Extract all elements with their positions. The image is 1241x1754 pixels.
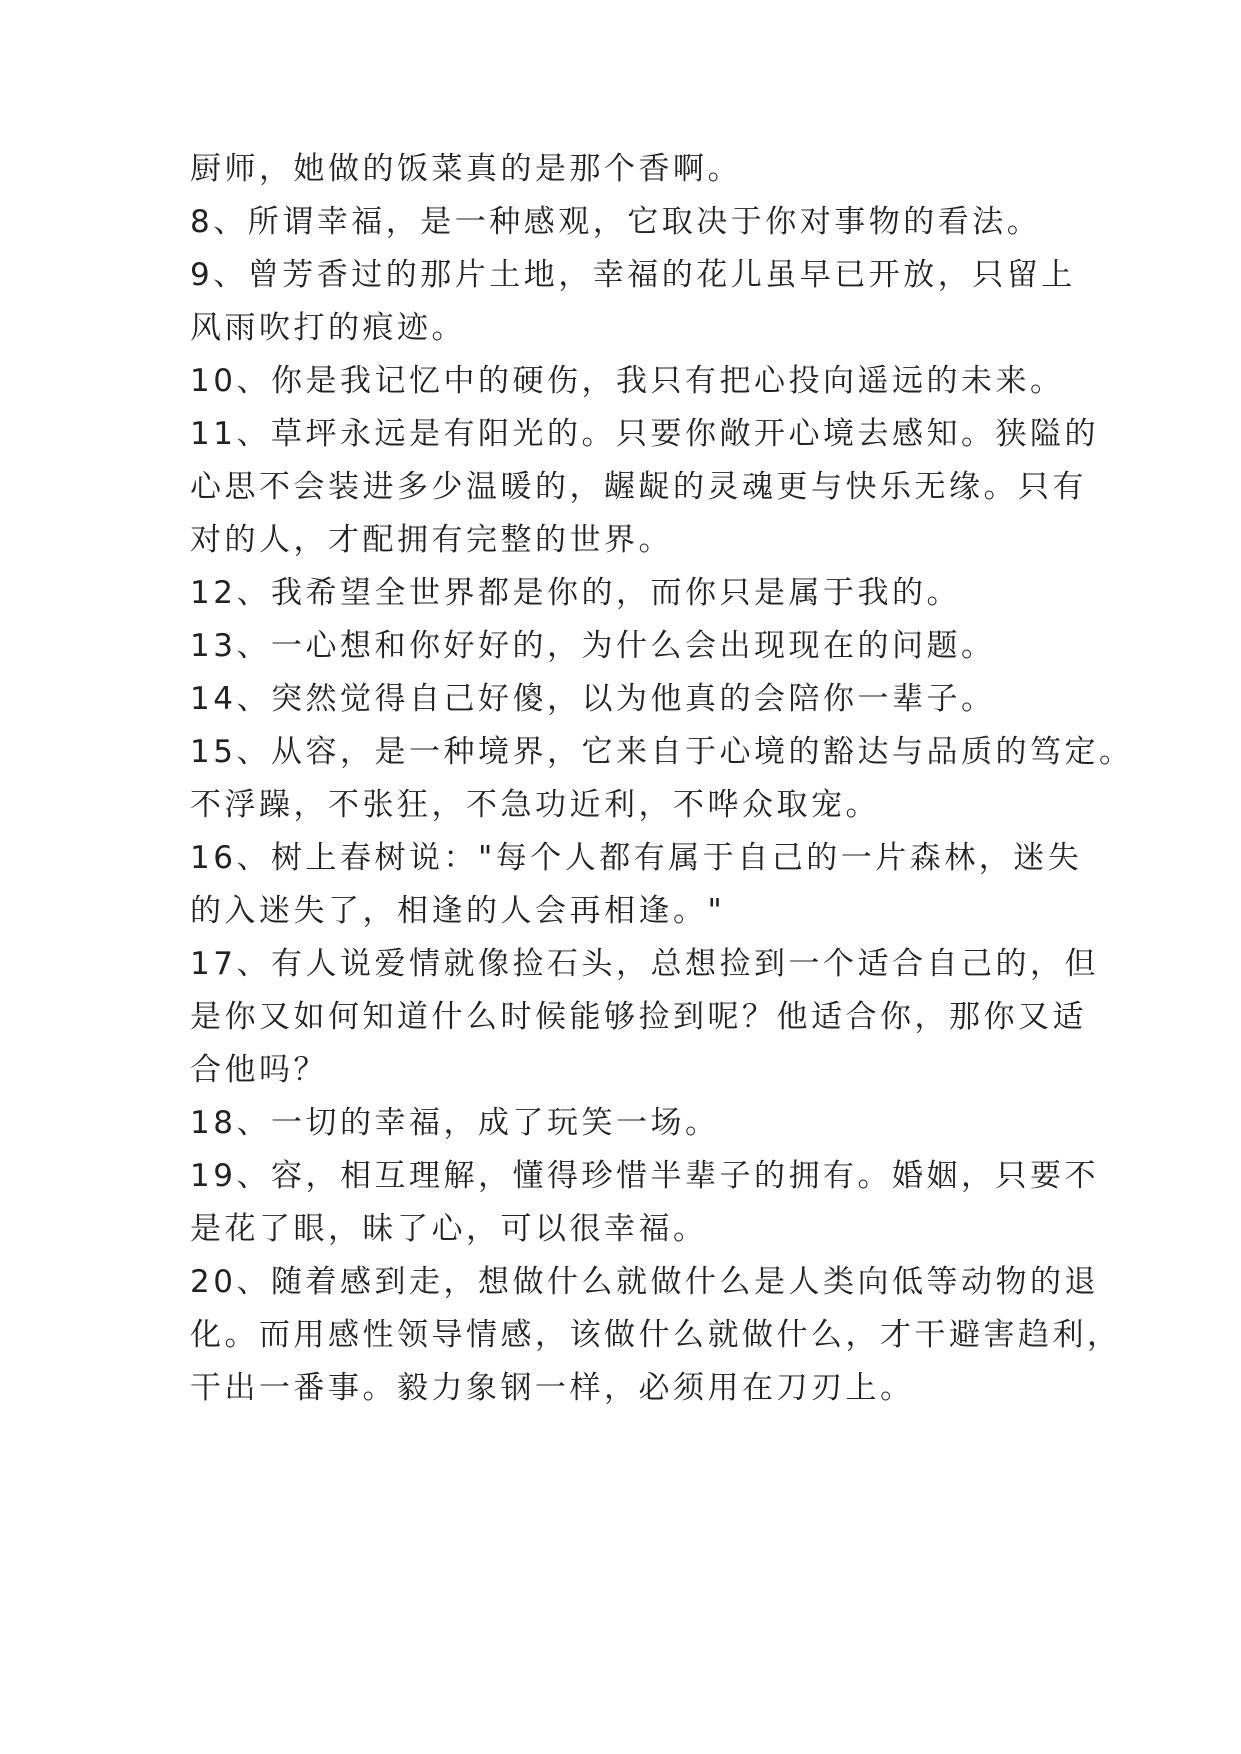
text-line-14: 16、树上春树说："每个人都有属于自己的一片森林，迷失 bbox=[190, 840, 1083, 876]
text-line-24: 干出一番事。毅力象钢一样，必须用在刀刃上。 bbox=[190, 1370, 915, 1406]
text-line-1: 厨师，她做的饭菜真的是那个香啊。 bbox=[190, 151, 742, 187]
text-line-11: 14、突然觉得自己好傻，以为他真的会陪你一辈子。 bbox=[190, 681, 996, 717]
text-line-16: 17、有人说爱情就像捡石头，总想捡到一个适合自己的，但 bbox=[190, 946, 1099, 982]
text-line-2: 8、所谓幸福，是一种感观，它取决于你对事物的看法。 bbox=[190, 204, 1042, 240]
text-line-7: 心思不会装进多少温暖的，龌龊的灵魂更与快乐无缘。只有 bbox=[190, 469, 1087, 505]
text-line-20: 19、容，相互理解，懂得珍惜半辈子的拥有。婚姻，只要不 bbox=[190, 1158, 1099, 1194]
text-line-13: 不浮躁，不张狂，不急功近利，不哗众取宠。 bbox=[190, 787, 880, 823]
text-line-10: 13、一心想和你好好的，为什么会出现现在的问题。 bbox=[190, 628, 996, 664]
text-line-22: 20、随着感到走，想做什么就做什么是人类向低等动物的退 bbox=[190, 1264, 1099, 1300]
text-line-8: 对的人，才配拥有完整的世界。 bbox=[190, 522, 673, 558]
text-line-17: 是你又如何知道什么时候能够捡到呢？他适合你，那你又适 bbox=[190, 999, 1087, 1035]
text-line-5: 10、你是我记忆中的硬伤，我只有把心投向遥远的未来。 bbox=[190, 363, 1065, 399]
text-line-4: 风雨吹打的痕迹。 bbox=[190, 310, 466, 346]
text-line-21: 是花了眼，昧了心，可以很幸福。 bbox=[190, 1211, 708, 1247]
text-line-15: 的入迷失了，相逢的人会再相逢。" bbox=[190, 893, 726, 929]
text-line-23: 化。而用感性领导情感，该做什么就做什么，才干避害趋利， bbox=[190, 1317, 1122, 1353]
text-line-12: 15、从容，是一种境界，它来自于心境的豁达与品质的笃定。 bbox=[190, 734, 1134, 770]
text-line-9: 12、我希望全世界都是你的，而你只是属于我的。 bbox=[190, 575, 961, 611]
text-line-3: 9、曾芳香过的那片土地，幸福的花儿虽早已开放，只留上 bbox=[190, 257, 1076, 293]
text-line-18: 合他吗？ bbox=[190, 1052, 328, 1088]
text-line-6: 11、草坪永远是有阳光的。只要你敞开心境去感知。狭隘的 bbox=[190, 416, 1099, 452]
text-line-19: 18、一切的幸福，成了玩笑一场。 bbox=[190, 1105, 720, 1141]
